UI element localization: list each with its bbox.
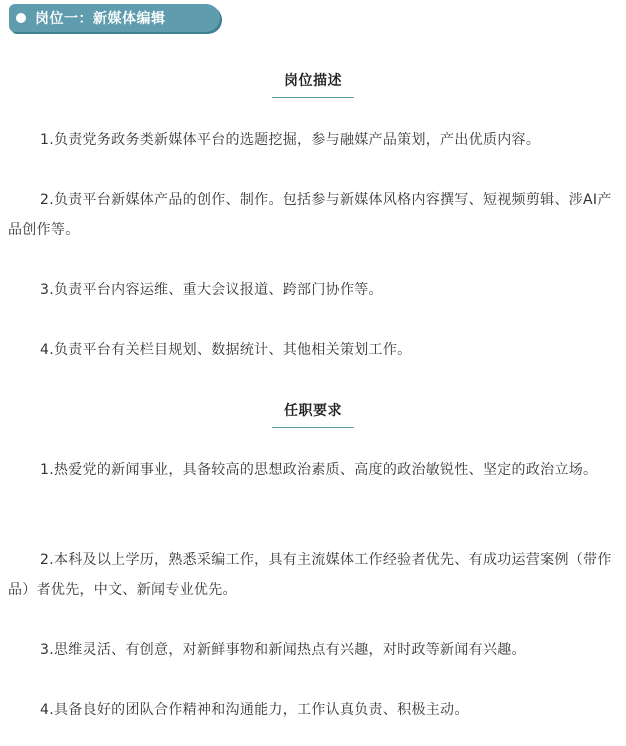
section-heading-text: 岗位描述 [272,70,354,98]
section-heading-description [0,70,626,98]
description-item-2: 2.负责平台新媒体产品的创作、制作。包括参与新媒体风格内容撰写、短视频剪辑、涉AI产品创作等。 [8,192,612,238]
requirement-item-4: 4.具备良好的团队合作精神和沟通能力，工作认真负责、积极主动。 [40,702,469,718]
job-title-badge [9,4,220,32]
section-heading-requirements [0,400,626,428]
job-title-text: 岗位一：新媒体编辑 [35,11,166,27]
description-item-4: 4.负责平台有关栏目规划、数据统计、其他相关策划工作。 [40,342,412,358]
description-item-1: 1.负责党务政务类新媒体平台的选题挖掘，参与融媒产品策划，产出优质内容。 [40,132,541,148]
requirement-item-1: 1.热爱党的新闻事业，具备较高的思想政治素质、高度的政治敏锐性、坚定的政治立场。 [40,462,598,478]
requirement-item-3: 3.思维灵活、有创意，对新鲜事物和新闻热点有兴趣，对时政等新闻有兴趣。 [40,642,526,658]
bullet-circle-icon [16,13,26,23]
description-item-3: 3.负责平台内容运维、重大会议报道、跨部门协作等。 [40,282,383,298]
section-heading-text: 任职要求 [272,400,354,428]
requirement-item-2: 2.本科及以上学历，熟悉采编工作，具有主流媒体工作经验者优先、有成功运营案例（带作品）者优先，中文、新闻专业优先。 [8,552,612,598]
